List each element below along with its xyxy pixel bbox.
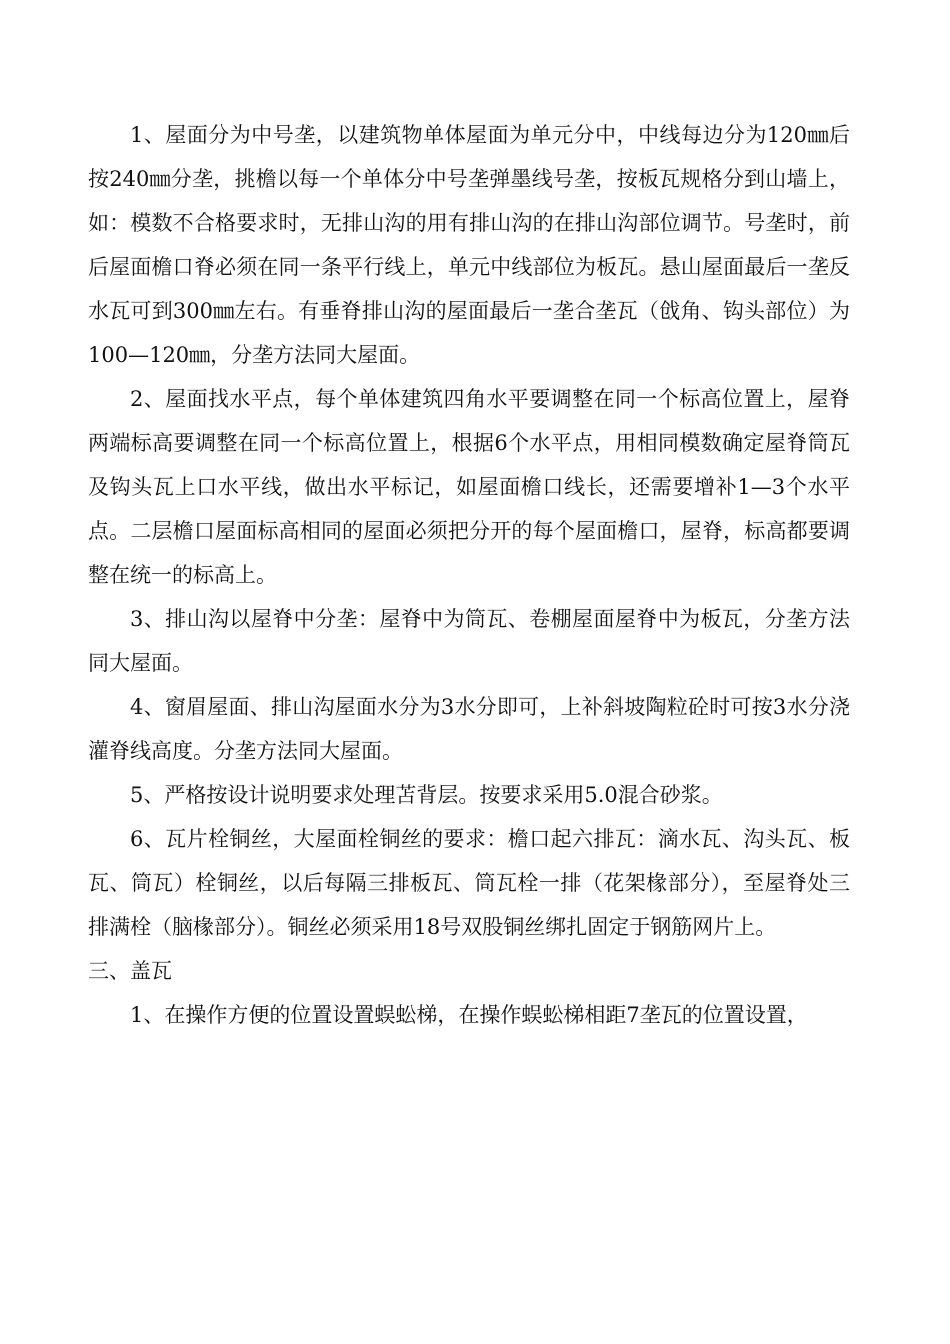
paragraph-3: 3、排山沟以屋脊中分垄：屋脊中为筒瓦、卷棚屋面屋脊中为板瓦，分垄方法同大屋面。 <box>88 607 850 675</box>
document-body <box>88 113 850 1037</box>
section-heading: 三、盖瓦 <box>88 959 172 983</box>
paragraph-4: 4、窗眉屋面、排山沟屋面水分为3水分即可，上补斜坡陶粒砼时可按3水分浇灌脊线高度。分垄方法同大屋面。 <box>88 695 850 763</box>
paragraph-1: 1、屋面分为中号垄，以建筑物单体屋面为单元分中，中线每边分为120㎜后按240㎜分垄，挑檐以每一个单体分中号垄弹墨线号垄，按板瓦规格分到山墙上，如：模数不合格要求时，无排山沟的用有排山沟的在排山沟部位调节。号垄时，前后屋面檐口脊必须在同一条平行线上，单元中线部位为板瓦。悬山屋面最后一垄反水瓦可到300㎜左右。有垂脊排山沟的屋面最后一垄合垄瓦（戗角、钩头部位）为100—120㎜，分垄方法同大屋面。 <box>88 123 850 367</box>
paragraph-7: 1、在操作方便的位置设置蜈蚣梯，在操作蜈蚣梯相距7垄瓦的位置设置， <box>130 1003 808 1027</box>
paragraph-2: 2、屋面找水平点，每个单体建筑四角水平要调整在同一个标高位置上，屋脊两端标高要调整在同一个标高位置上，根据6个水平点，用相同模数确定屋脊筒瓦及钩头瓦上口水平线，做出水平标记，如屋面檐口线长，还需要增补1—3个水平点。二层檐口屋面标高相同的屋面必须把分开的每个屋面檐口，屋脊，标高都要调整在统一的标高上。 <box>88 387 850 587</box>
paragraph-5: 5、严格按设计说明要求处理苫背层。按要求采用5.0混合砂浆。 <box>130 783 723 807</box>
paragraph-6: 6、瓦片栓铜丝，大屋面栓铜丝的要求：檐口起六排瓦：滴水瓦、沟头瓦、板瓦、筒瓦）栓铜丝，以后每隔三排板瓦、筒瓦栓一排（花架椽部分），至屋脊处三排满栓（脑椽部分）。铜丝必须采用18号双股铜丝绑扎固定于钢筋网片上。 <box>88 827 850 939</box>
